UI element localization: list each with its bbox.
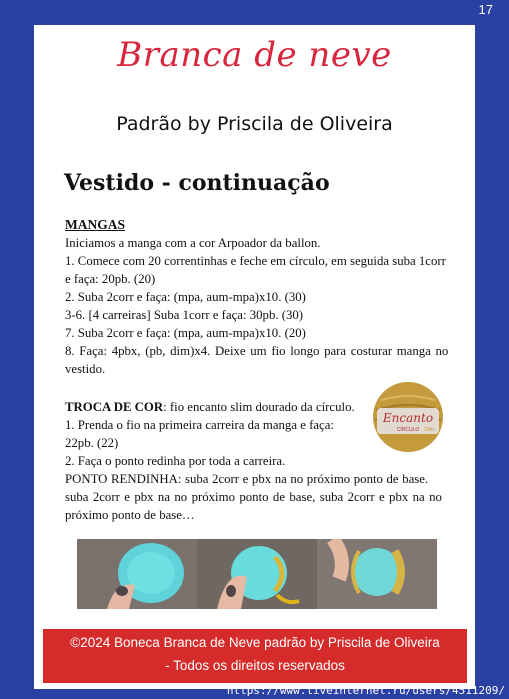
troca-heading-rest: : fio encanto slim dourado da círculo. <box>163 400 355 414</box>
yarn-ball-image <box>371 380 445 454</box>
mangas-line: 8. Faça: 4pbx, (pb, dim)x4. Deixe um fio longo para costurar manga no <box>65 344 449 358</box>
troca-line: 1. Prenda o fio na primeira carreira da manga e faça: <box>65 418 334 432</box>
troca-line: 22pb. (22) <box>65 436 119 450</box>
troca-heading: TROCA DE COR <box>65 400 164 414</box>
mangas-line: 3-6. [4 carreiras] Suba 1corr e faça: 30pb. (30) <box>65 308 304 322</box>
yarn-sub-label: CÍRCULO <box>396 427 420 433</box>
mangas-line: 2. Suba 2corr e faça: (mpa, aum-mpa)x10. (30) <box>65 290 306 304</box>
mangas-line: vestido. <box>65 362 106 376</box>
page-number: 17 <box>478 2 493 17</box>
mangas-section <box>65 216 449 378</box>
document-page <box>34 25 475 689</box>
brand-title: Branca de neve <box>117 35 392 75</box>
pattern-byline: Padrão by Priscila de Oliveira <box>116 113 393 135</box>
watermark-url: https://www.liveinternet.ru/users/4511209/ <box>226 684 505 697</box>
mangas-line: 1. Comece com 20 correntinhas e feche em círculo, em seguida suba 1corr <box>65 254 446 268</box>
troca-line: próximo ponto de base… <box>65 508 195 522</box>
footer-rights-line: - Todos os direitos reservados <box>165 658 345 673</box>
footer-copyright-line: ©2024 Boneca Branca de Neve padrão by Priscila de Oliveira <box>70 635 440 650</box>
section-title: Vestido - continuação <box>64 170 330 196</box>
troca-line: suba 2corr e pbx na no próximo ponto de base, suba 2corr e pbx na no <box>65 490 442 504</box>
troca-line: 2. Faça o ponto redinha por toda a carreira. <box>65 454 286 468</box>
mangas-line: 7. Suba 2corr e faça: (mpa, aum-mpa)x10. (20) <box>65 326 306 340</box>
crochet-photo-strip <box>77 539 437 609</box>
mangas-line: e faça: 20pb. (20) <box>65 272 156 286</box>
mangas-line: Iniciamos a manga com a cor Arpoador da ballon. <box>65 236 321 250</box>
troca-line: PONTO RENDINHA: suba 2corr e pbx na no próximo ponto de base. <box>65 472 429 486</box>
yarn-variant-label: Slim <box>424 427 434 433</box>
yarn-brand-label: Encanto <box>382 411 434 425</box>
mangas-heading: MANGAS <box>65 217 125 232</box>
copyright-footer <box>43 629 467 683</box>
